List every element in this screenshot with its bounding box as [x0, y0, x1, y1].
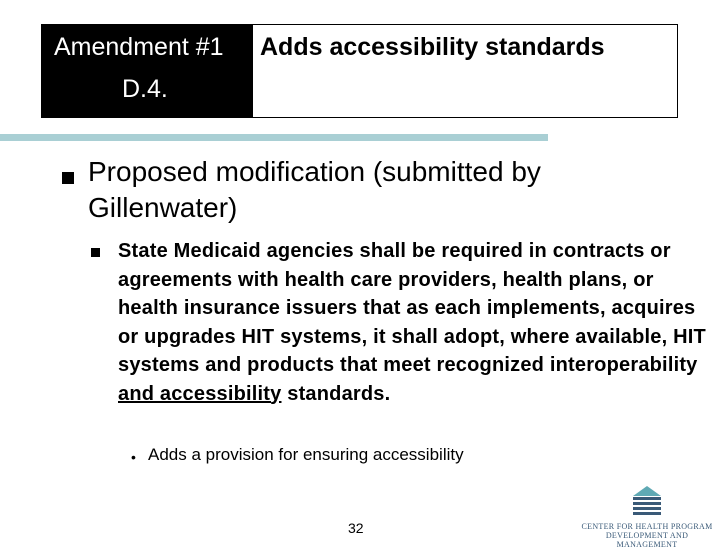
- building-icon: [578, 478, 716, 522]
- bullet-level2-text: [118, 237, 718, 408]
- slide-title: Adds accessibility standards: [260, 33, 605, 61]
- organization-logo: [578, 478, 716, 549]
- accent-divider: [0, 134, 548, 141]
- amendment-label: Amendment #1: [54, 33, 224, 61]
- amendment-code: D.4.: [122, 75, 168, 103]
- bullet-level2-text-end: standards.: [281, 382, 391, 405]
- logo-line-2: DEVELOPMENT AND MANAGEMENT: [605, 531, 689, 549]
- logo-line-1: CENTER FOR HEALTH PROGRAM: [581, 522, 713, 531]
- amendment-label-block: [42, 25, 253, 117]
- bullet-marker-level2: [91, 248, 100, 257]
- slide-header: [41, 24, 678, 118]
- logo-text: [578, 522, 716, 549]
- page-number: 32: [348, 520, 364, 536]
- bullet-marker-level3: •: [131, 449, 136, 465]
- bullet-level2-text-main: State Medicaid agencies shall be required in contracts or agreements with health care providers, health plans, or health insurance issuers that as each implements, acquires or upgrades HIT systems, it shall adopt, where available, HIT systems and products that meet recognized interoperability: [118, 240, 706, 376]
- bullet-marker-level1: [62, 172, 74, 184]
- underlined-phrase: and accessibility: [118, 382, 282, 405]
- bullet-level1-text: Proposed modification (submitted by Gillenwater): [88, 156, 541, 223]
- bullet-level3-text: Adds a provision for ensuring accessibility: [148, 445, 464, 464]
